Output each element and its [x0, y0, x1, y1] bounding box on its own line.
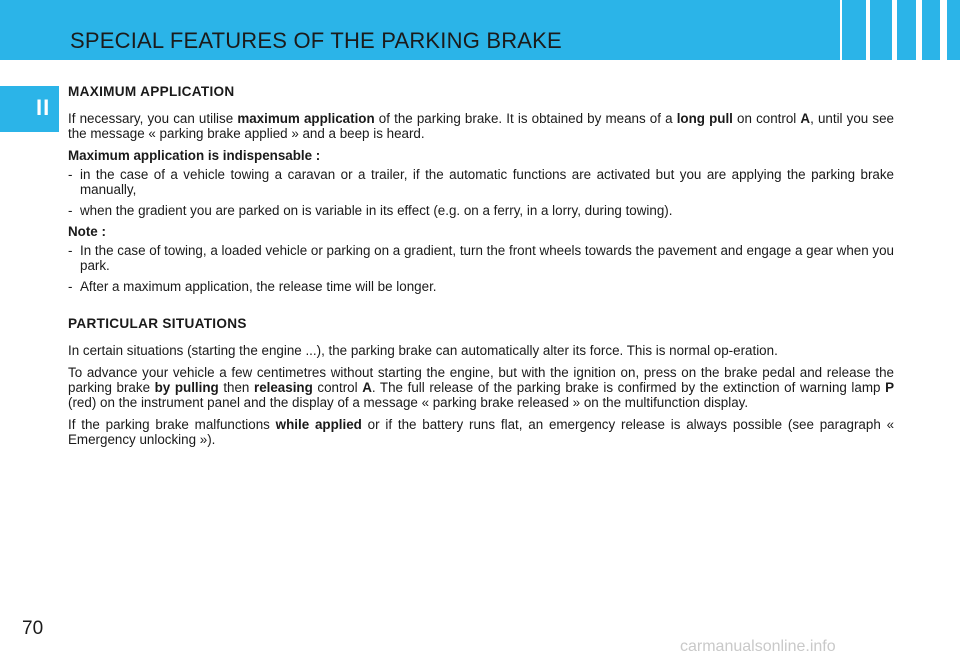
heading-particular-situations: PARTICULAR SITUATIONS — [68, 316, 247, 331]
list-item: - In the case of towing, a loaded vehicle or parking on a gradient, turn the front wheels towards the pavement and engage a gear when you park. — [68, 243, 894, 273]
header-stripes-decoration — [840, 0, 960, 60]
list-item: - After a maximum application, the release time will be longer. — [68, 279, 894, 294]
page-title: SPECIAL FEATURES OF THE PARKING BRAKE — [70, 28, 562, 53]
section-tab — [0, 86, 59, 132]
list-item: - in the case of a vehicle towing a caravan or a trailer, if the automatic functions are activated but you are applying the parking brake manually, — [68, 167, 894, 197]
particular-paragraph-3: If the parking brake malfunctions while applied or if the battery runs flat, an emergency release is always possible (see paragraph « Emergency unlocking »). — [68, 417, 895, 447]
main-content — [68, 84, 894, 454]
indispensable-subheading: Maximum application is indispensable : — [68, 148, 321, 163]
watermark: carmanualsonline.info — [680, 638, 836, 655]
list-item: - when the gradient you are parked on is variable in its effect (e.g. on a ferry, in a lorry, during towing). — [68, 203, 894, 218]
note-list — [68, 243, 894, 294]
intro-paragraph: If necessary, you can utilise maximum application of the parking brake. It is obtained by means of a long pull on control A, until you see the message « parking brake applied » and a beep is heard. — [68, 111, 894, 141]
particular-paragraph-2: To advance your vehicle a few centimetres without starting the engine, but with the ignition on, press on the brake pedal and release the parking brake by pulling then releasing control A. The full release of the parking brake is confirmed by the extinction of warning lamp P (red) on the instrument panel and the display of a message « parking brake released » on the multifunction display. — [68, 365, 894, 410]
particular-paragraph-1: In certain situations (starting the engine ...), the parking brake can automatically alter its force. This is normal op-eration. — [68, 343, 778, 358]
header-bar — [0, 0, 960, 60]
section-marker: II — [36, 95, 51, 120]
note-subheading: Note : — [68, 224, 106, 239]
heading-maximum-application: MAXIMUM APPLICATION — [68, 84, 235, 99]
page-number: 70 — [22, 618, 44, 639]
indispensable-list — [68, 167, 894, 218]
